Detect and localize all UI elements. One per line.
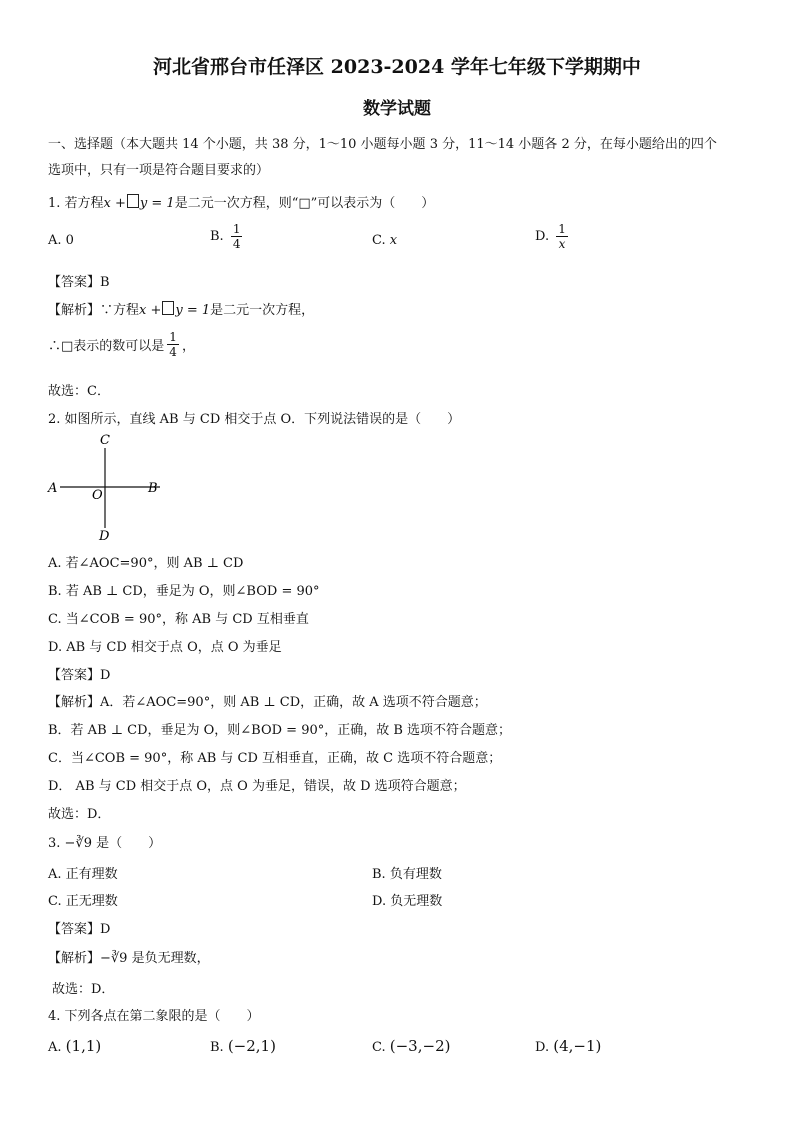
option-text: 0 xyxy=(65,233,74,248)
q1-therefore-suffix: ， xyxy=(181,339,195,354)
blank-box-icon xyxy=(127,194,139,208)
option-text: 负有理数 xyxy=(389,867,442,882)
fraction-numerator: 1 xyxy=(232,222,241,236)
fraction-denominator: 4 xyxy=(169,345,177,359)
q2-option-c: C. 当∠COB = 90°，称 AB 与 CD 互相垂直 xyxy=(48,612,309,627)
option-letter: C. xyxy=(372,1040,386,1055)
option-letter: D. xyxy=(535,1040,550,1055)
blank-box-icon xyxy=(162,301,174,315)
fraction xyxy=(556,222,568,251)
question-4-stem: 4. 下列各点在第二象限的是（ ） xyxy=(48,1009,260,1024)
q2-option-b: B. 若 AB ⊥ CD，垂足为 O，则∠BOD = 90° xyxy=(48,584,320,599)
option-text: x xyxy=(389,233,398,248)
q1-therefore xyxy=(48,330,195,359)
q1-option-a xyxy=(48,233,74,248)
q1-therefore-prefix: ∴□表示的数可以是 xyxy=(48,339,165,354)
option-text: (−3,−2) xyxy=(389,1037,451,1055)
fraction-numerator: 1 xyxy=(169,330,177,344)
q1-answer: 【答案】B xyxy=(48,275,110,290)
q1-analysis-prefix: 【解析】∵方程 xyxy=(48,303,140,318)
label-b: B xyxy=(148,481,158,496)
label-d: D xyxy=(99,529,110,544)
q2-analysis-line: 【解析】A．若∠AOC=90°，则 AB ⊥ CD，正确，故 A 选项不符合题意； xyxy=(48,695,487,710)
page-subtitle: 数学试题 xyxy=(363,99,431,119)
q1-eq-right: y = 1 xyxy=(139,196,175,211)
option-letter: A. xyxy=(48,233,62,248)
q2-analysis-line: C．当∠COB = 90°，称 AB 与 CD 互相垂直，正确，故 C 选项不符合题意； xyxy=(48,751,502,766)
option-text: 正无理数 xyxy=(65,894,118,909)
q2-option-d: D. AB 与 CD 相交于点 O，点 O 为垂足 xyxy=(48,640,282,655)
option-letter: C. xyxy=(372,233,386,248)
label-a: A xyxy=(48,481,58,496)
q3-option-c xyxy=(48,890,118,909)
option-letter: D. xyxy=(372,894,387,909)
section-heading-line1: 一、选择题（本大题共 14 个小题，共 38 分，1～10 小题每小题 3 分，11～14 小题各 2 分，在每小题给出的四个 xyxy=(48,137,717,152)
fraction xyxy=(167,330,179,359)
q1-analysis-eq-right: y = 1 xyxy=(175,303,211,318)
fraction xyxy=(231,222,243,251)
q1-option-b xyxy=(210,222,245,251)
q2-answer: 【答案】D xyxy=(48,668,111,683)
q2-analysis-line: B．若 AB ⊥ CD，垂足为 O，则∠BOD = 90°，正确，故 B 选项不符合题意； xyxy=(48,723,512,738)
option-text: (−2,1) xyxy=(227,1037,276,1055)
option-text: (1,1) xyxy=(65,1037,102,1055)
q4-option-d xyxy=(535,1037,601,1055)
q2-analysis-line: D． AB 与 CD 相交于点 O，点 O 为垂足，错误，故 D 选项符合题意； xyxy=(48,779,466,794)
option-letter: B. xyxy=(210,229,224,244)
q1-option-d xyxy=(535,222,571,251)
q1-analysis-suffix: 是二元一次方程， xyxy=(210,303,315,318)
label-o: O xyxy=(92,488,103,503)
option-letter: A. xyxy=(48,1040,62,1055)
q3-answer: 【答案】D xyxy=(48,922,111,937)
q3-choose: 故选：D． xyxy=(52,982,115,997)
option-letter: D. xyxy=(535,229,550,244)
q1-analysis xyxy=(48,299,314,318)
q3-option-b xyxy=(372,863,442,882)
fraction-numerator: 1 xyxy=(558,222,566,236)
q3-option-a xyxy=(48,863,118,882)
q1-prefix: 1. 若方程 xyxy=(48,196,104,211)
label-c: C xyxy=(100,433,110,448)
fraction-denominator: 4 xyxy=(232,237,241,251)
question-1-stem xyxy=(48,192,434,211)
question-2-stem: 2. 如图所示，直线 AB 与 CD 相交于点 O．下列说法错误的是（ ） xyxy=(48,412,461,427)
fraction-denominator: x xyxy=(558,237,566,251)
q4-option-b xyxy=(210,1037,276,1055)
intersecting-lines-figure xyxy=(44,430,174,545)
q2-choose: 故选：D． xyxy=(48,807,111,822)
q4-option-a xyxy=(48,1037,101,1055)
q1-analysis-eq-left: x + xyxy=(139,303,162,318)
option-text: 正有理数 xyxy=(65,867,118,882)
section-heading-line2: 选项中，只有一项是符合题目要求的） xyxy=(48,163,270,178)
q1-option-c xyxy=(372,233,397,248)
q1-suffix: 是二元一次方程，则“□”可以表示为（ ） xyxy=(174,196,435,211)
q3-analysis: 【解析】−∛9 是负无理数， xyxy=(48,951,210,966)
option-letter: A. xyxy=(48,867,62,882)
option-letter: B. xyxy=(210,1040,224,1055)
question-3-stem: 3. −∛9 是（ ） xyxy=(48,836,162,851)
option-text: 负无理数 xyxy=(390,894,443,909)
q4-option-c xyxy=(372,1037,450,1055)
option-letter: C. xyxy=(48,894,62,909)
q1-choose: 故选：C． xyxy=(48,384,110,399)
page-title: 河北省邢台市任泽区 2023-2024 学年七年级下学期期中 xyxy=(153,56,641,78)
option-letter: B. xyxy=(372,867,386,882)
option-text: (4,−1) xyxy=(553,1037,602,1055)
q2-option-a: A. 若∠AOC=90°，则 AB ⊥ CD xyxy=(48,556,244,571)
q1-eq-left: x + xyxy=(103,196,126,211)
q3-option-d xyxy=(372,890,442,909)
